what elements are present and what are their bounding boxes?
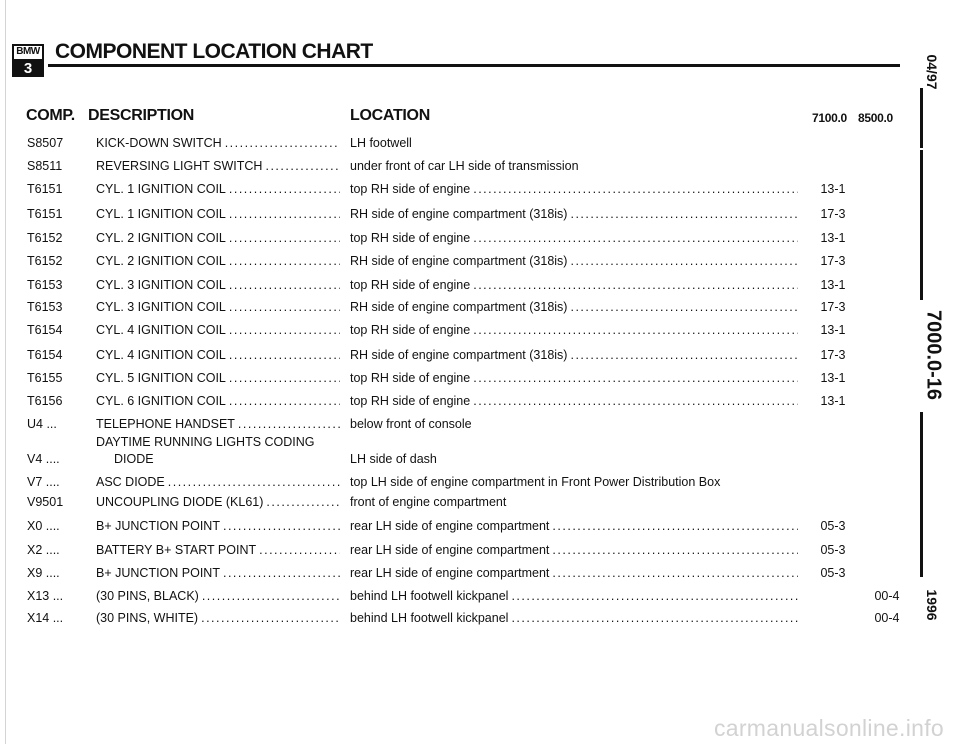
table-row [0, 471, 900, 493]
component-description-text: CYL. 6 IGNITION COIL [96, 394, 226, 408]
dot-leader [225, 132, 340, 154]
side-date-label: 04/97 [924, 54, 940, 90]
component-location [350, 319, 798, 341]
component-description-text: CYL. 1 IGNITION COIL [96, 207, 226, 221]
component-location-text: RH side of engine compartment (318is) [350, 207, 568, 221]
ref-7100: 17-3 [820, 348, 846, 362]
component-description-text: KICK-DOWN SWITCH [96, 136, 222, 150]
component-location [350, 344, 798, 366]
table-row [0, 607, 900, 629]
component-description-text: BATTERY B+ START POINT [96, 543, 257, 557]
dot-leader [229, 344, 340, 366]
dot-leader [266, 491, 340, 513]
table-row [0, 367, 900, 389]
dot-leader [229, 178, 340, 200]
column-header-7100: 7100.0 [812, 111, 847, 125]
bmw-3-series-logo [12, 44, 44, 77]
dot-leader [552, 562, 798, 584]
component-location: under front of car LH side of transmission [350, 159, 579, 173]
component-code: T6153 [27, 300, 63, 314]
component-code: X13 ... [27, 589, 64, 603]
component-location-text: top RH side of engine [350, 278, 471, 292]
dot-leader [473, 367, 798, 389]
component-code: S8507 [27, 136, 64, 150]
component-description [96, 471, 340, 493]
component-location [350, 367, 798, 389]
component-location-text: rear LH side of engine compartment [350, 543, 550, 557]
component-description-text: REVERSING LIGHT SWITCH [96, 159, 263, 173]
component-description [96, 390, 340, 412]
component-location [350, 274, 798, 296]
component-description [96, 585, 340, 607]
dot-leader [229, 227, 340, 249]
component-location-text: top RH side of engine [350, 231, 471, 245]
table-row [0, 585, 900, 607]
component-description [96, 539, 340, 561]
component-location [350, 515, 798, 537]
component-description-text: (30 PINS, WHITE) [96, 611, 199, 625]
dot-leader [265, 155, 340, 177]
table-row [0, 250, 900, 272]
component-description-text: (30 PINS, BLACK) [96, 589, 199, 603]
table-row [0, 515, 900, 537]
side-bar-lower [920, 412, 923, 577]
side-page-number: 7000.0-16 [922, 309, 945, 401]
ref-7100: 17-3 [820, 207, 846, 221]
component-location-text: RH side of engine compartment (318is) [350, 348, 568, 362]
component-code: T6153 [27, 278, 63, 292]
side-bar-upper [920, 150, 923, 300]
component-description-text: UNCOUPLING DIODE (KL61) [96, 495, 264, 509]
component-description [96, 367, 340, 389]
dot-leader [259, 539, 340, 561]
component-location: LH footwell [350, 136, 412, 150]
component-location-text: RH side of engine compartment (318is) [350, 300, 568, 314]
table-row [0, 344, 900, 366]
component-description [96, 227, 340, 249]
component-location-text: top RH side of engine [350, 323, 471, 337]
table-row [0, 132, 900, 154]
component-description [96, 178, 340, 200]
component-location-text: top RH side of engine [350, 394, 471, 408]
table-row [0, 539, 900, 561]
component-code: T6154 [27, 323, 63, 337]
dot-leader [473, 390, 798, 412]
component-location-text: top RH side of engine [350, 182, 471, 196]
component-location-text: behind LH footwell kickpanel [350, 589, 509, 603]
component-code: T6151 [27, 207, 63, 221]
component-location-text: RH side of engine compartment (318is) [350, 254, 568, 268]
component-description [96, 203, 340, 225]
dot-leader [570, 250, 798, 272]
component-code: V7 .... [27, 475, 60, 489]
table-row [0, 491, 900, 513]
table-row [0, 390, 900, 412]
component-description [96, 155, 340, 177]
component-code: T6151 [27, 182, 63, 196]
ref-8500: 00-4 [874, 589, 900, 603]
dot-leader [229, 250, 340, 272]
ref-7100: 05-3 [820, 543, 846, 557]
component-code: T6152 [27, 231, 63, 245]
dot-leader [473, 319, 798, 341]
logo-brand-text: BMW [14, 46, 42, 61]
component-description-line2 [96, 451, 340, 468]
component-location-text: behind LH footwell kickpanel [350, 611, 509, 625]
component-description-line2-text: DIODE [114, 452, 154, 466]
dot-leader [229, 367, 340, 389]
ref-7100: 13-1 [820, 394, 846, 408]
component-location-text: top RH side of engine [350, 371, 471, 385]
component-location [350, 250, 798, 272]
dot-leader [168, 471, 340, 493]
component-code: T6156 [27, 394, 63, 408]
component-location: LH side of dash [350, 452, 437, 466]
table-row [0, 178, 900, 200]
component-location [350, 296, 798, 318]
table-row [0, 319, 900, 341]
dot-leader [229, 319, 340, 341]
dot-leader [473, 178, 798, 200]
component-description [96, 319, 340, 341]
component-location [350, 607, 798, 629]
component-description [96, 344, 340, 366]
dot-leader [223, 515, 340, 537]
component-location [350, 227, 798, 249]
ref-7100: 13-1 [820, 323, 846, 337]
ref-7100: 13-1 [820, 231, 846, 245]
component-description-text: CYL. 5 IGNITION COIL [96, 371, 226, 385]
watermark: carmanualsonline.info [713, 715, 944, 741]
side-bar-top [920, 88, 923, 148]
component-code: V9501 [27, 495, 64, 509]
dot-leader [229, 274, 340, 296]
dot-leader [570, 203, 798, 225]
component-location-text: rear LH side of engine compartment [350, 566, 550, 580]
component-description-line1: DAYTIME RUNNING LIGHTS CODING [96, 435, 315, 449]
component-code: X14 ... [27, 611, 64, 625]
dot-leader [202, 585, 340, 607]
column-header-location: LOCATION [350, 107, 430, 124]
component-location [350, 562, 798, 584]
ref-7100: 13-1 [820, 371, 846, 385]
dot-leader [223, 562, 340, 584]
logo-series-text: 3 [14, 61, 42, 77]
dot-leader [473, 274, 798, 296]
component-code: X9 .... [27, 566, 60, 580]
component-description [96, 296, 340, 318]
component-location [350, 539, 798, 561]
dot-leader [238, 413, 340, 435]
component-description [96, 274, 340, 296]
component-location [350, 390, 798, 412]
component-description [96, 132, 340, 154]
component-description-text: CYL. 4 IGNITION COIL [96, 348, 226, 362]
ref-7100: 17-3 [820, 300, 846, 314]
dot-leader [552, 539, 798, 561]
component-description [96, 607, 340, 629]
component-description-text: B+ JUNCTION POINT [96, 566, 220, 580]
component-description [96, 250, 340, 272]
dot-leader [229, 203, 340, 225]
component-description-text: CYL. 2 IGNITION COIL [96, 231, 226, 245]
dot-leader [229, 296, 340, 318]
table-row [0, 413, 900, 435]
ref-7100: 05-3 [820, 519, 846, 533]
table-row [0, 274, 900, 296]
component-description-text: CYL. 4 IGNITION COIL [96, 323, 226, 337]
dot-leader [570, 344, 798, 366]
dot-leader [473, 227, 798, 249]
component-code: U4 ... [27, 417, 57, 431]
component-code: T6154 [27, 348, 63, 362]
component-description-text: CYL. 3 IGNITION COIL [96, 278, 226, 292]
table-row [0, 155, 900, 177]
component-description-text: ASC DIODE [96, 475, 165, 489]
component-description-text: CYL. 3 IGNITION COIL [96, 300, 226, 314]
ref-8500: 00-4 [874, 611, 900, 625]
component-code: X2 .... [27, 543, 60, 557]
component-code: V4 .... [27, 452, 60, 466]
component-description [96, 515, 340, 537]
component-description [96, 491, 340, 513]
component-location: below front of console [350, 417, 472, 431]
dot-leader [229, 390, 340, 412]
column-header-comp: COMP. [26, 107, 75, 124]
component-description [96, 434, 340, 468]
column-header-8500: 8500.0 [858, 111, 893, 125]
component-code: X0 .... [27, 519, 60, 533]
ref-7100: 13-1 [820, 278, 846, 292]
table-row [0, 562, 900, 584]
title-underline [48, 64, 900, 67]
component-location: front of engine compartment [350, 495, 507, 509]
dot-leader [570, 296, 798, 318]
component-location [350, 203, 798, 225]
ref-7100: 13-1 [820, 182, 846, 196]
dot-leader [511, 607, 798, 629]
component-code: S8511 [27, 159, 63, 173]
table-row [0, 203, 900, 225]
component-description-text: CYL. 1 IGNITION COIL [96, 182, 226, 196]
component-location [350, 178, 798, 200]
dot-leader [511, 585, 798, 607]
column-header-description: DESCRIPTION [88, 107, 195, 124]
component-description-text: TELEPHONE HANDSET [96, 417, 235, 431]
ref-7100: 05-3 [820, 566, 846, 580]
table-row [0, 227, 900, 249]
component-code: T6155 [27, 371, 63, 385]
side-year-label: 1996 [924, 589, 940, 621]
component-code: T6152 [27, 254, 63, 268]
ref-7100: 17-3 [820, 254, 846, 268]
component-description-text: CYL. 2 IGNITION COIL [96, 254, 226, 268]
page-title: COMPONENT LOCATION CHART [55, 40, 373, 63]
component-location-text: rear LH side of engine compartment [350, 519, 550, 533]
dot-leader [552, 515, 798, 537]
component-location [350, 585, 798, 607]
component-description [96, 562, 340, 584]
table-row [0, 296, 900, 318]
table-row [0, 434, 900, 470]
component-location: top LH side of engine compartment in Front Power Distribution Box [350, 475, 721, 489]
dot-leader [201, 607, 340, 629]
component-description-text: B+ JUNCTION POINT [96, 519, 220, 533]
component-description [96, 413, 340, 435]
